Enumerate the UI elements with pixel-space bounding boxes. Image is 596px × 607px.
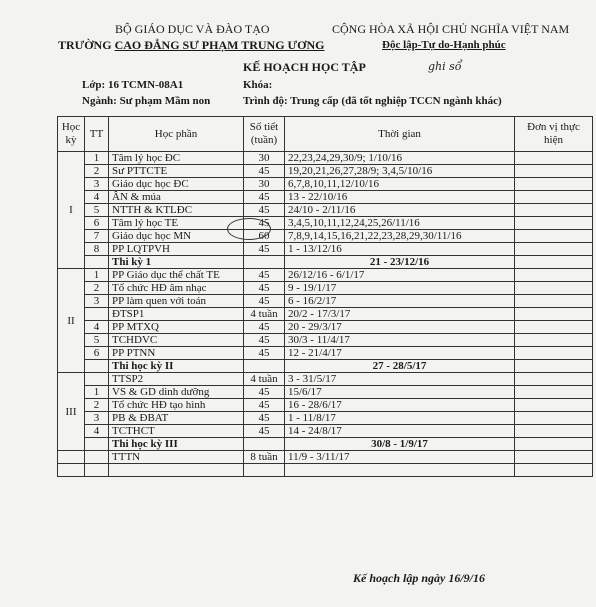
- document-title: KẾ HOẠCH HỌC TẬP: [243, 60, 366, 74]
- row-time: 3,4,5,10,11,12,24,25,26/11/16: [285, 217, 515, 230]
- row-time: 16 - 28/6/17: [285, 399, 515, 412]
- row-tt: 2: [85, 165, 109, 178]
- row-tt: 6: [85, 347, 109, 360]
- row-subject: PP PTNN: [109, 347, 244, 360]
- table-row: [58, 334, 593, 347]
- row-time: 6 - 16/2/17: [285, 295, 515, 308]
- row-unit: [515, 165, 593, 178]
- table-row: [58, 308, 593, 321]
- row-subject: PP MTXQ: [109, 321, 244, 334]
- table-row: [58, 451, 593, 464]
- table-row: [58, 321, 593, 334]
- table-row: [58, 191, 593, 204]
- row-credits: 60: [244, 230, 285, 243]
- row-unit: [515, 373, 593, 386]
- row-subject: Sư PTTCTE: [109, 165, 244, 178]
- table-row: [58, 347, 593, 360]
- row-time: 6,7,8,10,11,12/10/16: [285, 178, 515, 191]
- row-subject: ÂN & múa: [109, 191, 244, 204]
- class-info: Lớp: 16 TCMN-08A1: [82, 79, 184, 91]
- row-credits: 30: [244, 152, 285, 165]
- table-row: [58, 165, 593, 178]
- republic-name: CỘNG HÒA XÃ HỘI CHỦ NGHĨA VIỆT NAM: [332, 22, 570, 36]
- row-subject: TCTHCT: [109, 425, 244, 438]
- row-credits: 45: [244, 217, 285, 230]
- col-unit: Đơn vị thực hiện: [515, 117, 593, 152]
- row-subject: [109, 464, 244, 477]
- table-row: [58, 282, 593, 295]
- table-row: [58, 243, 593, 256]
- row-time: 1 - 11/8/17: [285, 412, 515, 425]
- row-credits: 30: [244, 178, 285, 191]
- row-semester: [58, 451, 85, 464]
- row-unit: [515, 412, 593, 425]
- row-credits: 45: [244, 321, 285, 334]
- row-credits: 45: [244, 282, 285, 295]
- row-semester: [58, 464, 85, 477]
- row-tt: [85, 360, 109, 373]
- table-row: [58, 373, 593, 386]
- row-credits: [244, 464, 285, 477]
- row-tt: 3: [85, 178, 109, 191]
- row-credits: [244, 360, 285, 373]
- row-subject: Giáo dục học MN: [109, 230, 244, 243]
- row-tt: 1: [85, 269, 109, 282]
- row-time: 30/3 - 11/4/17: [285, 334, 515, 347]
- row-subject: Tâm lý học TE: [109, 217, 244, 230]
- row-credits: [244, 438, 285, 451]
- row-credits: 45: [244, 386, 285, 399]
- row-subject: PP Giáo dục thể chất TE: [109, 269, 244, 282]
- row-time: 12 - 21/4/17: [285, 347, 515, 360]
- row-unit: [515, 321, 593, 334]
- exam-row: [58, 438, 593, 451]
- row-unit: [515, 295, 593, 308]
- row-unit: [515, 217, 593, 230]
- row-credits: [244, 256, 285, 269]
- semester-3-label: III: [58, 373, 85, 451]
- row-unit: [515, 360, 593, 373]
- row-unit: [515, 308, 593, 321]
- row-tt: 1: [85, 386, 109, 399]
- row-subject: Giáo dục học ĐC: [109, 178, 244, 191]
- row-subject: Tâm lý học ĐC: [109, 152, 244, 165]
- exam-row: [58, 360, 593, 373]
- row-subject: ĐTSP1: [109, 308, 244, 321]
- row-tt: 5: [85, 334, 109, 347]
- row-time: 1 - 13/12/16: [285, 243, 515, 256]
- col-time: Thời gian: [285, 117, 515, 152]
- row-tt: 1: [85, 152, 109, 165]
- table-row: [58, 204, 593, 217]
- row-unit: [515, 269, 593, 282]
- row-unit: [515, 256, 593, 269]
- row-unit: [515, 334, 593, 347]
- row-time: 7,8,9,14,15,16,21,22,23,28,29,30/11/16: [285, 230, 515, 243]
- course-info: Khóa:: [243, 79, 273, 91]
- row-tt: 3: [85, 295, 109, 308]
- col-tt: TT: [85, 117, 109, 152]
- exam-label: Thi học kỳ III: [109, 438, 244, 451]
- exam-time: 21 - 23/12/16: [285, 256, 515, 269]
- row-unit: [515, 438, 593, 451]
- table-row: [58, 399, 593, 412]
- row-time: 19,20,21,26,27,28/9; 3,4,5/10/16: [285, 165, 515, 178]
- ministry-name: BỘ GIÁO DỤC VÀ ĐÀO TẠO: [115, 22, 270, 36]
- table-header-row: [58, 117, 593, 152]
- row-subject: PB & ĐBAT: [109, 412, 244, 425]
- row-subject: Tổ chức HĐ âm nhạc: [109, 282, 244, 295]
- row-credits: 4 tuần: [244, 308, 285, 321]
- col-subject: Học phần: [109, 117, 244, 152]
- exam-label: Thi kỳ 1: [109, 256, 244, 269]
- row-tt: [85, 464, 109, 477]
- row-unit: [515, 178, 593, 191]
- row-credits: 45: [244, 412, 285, 425]
- row-time: 9 - 19/1/17: [285, 282, 515, 295]
- row-credits: 45: [244, 295, 285, 308]
- row-time: 24/10 - 2/11/16: [285, 204, 515, 217]
- exam-time: 30/8 - 1/9/17: [285, 438, 515, 451]
- row-unit: [515, 243, 593, 256]
- school-name: [58, 38, 324, 53]
- row-unit: [515, 451, 593, 464]
- row-unit: [515, 464, 593, 477]
- row-tt: 4: [85, 191, 109, 204]
- row-time: 20/2 - 17/3/17: [285, 308, 515, 321]
- row-unit: [515, 347, 593, 360]
- row-subject: Tổ chức HĐ tạo hình: [109, 399, 244, 412]
- table-row: [58, 412, 593, 425]
- exam-label: Thi học kỳ II: [109, 360, 244, 373]
- row-unit: [515, 282, 593, 295]
- row-tt: [85, 438, 109, 451]
- table-row: [58, 152, 593, 165]
- table-row: [58, 217, 593, 230]
- row-credits: 45: [244, 334, 285, 347]
- row-time: 15/6/17: [285, 386, 515, 399]
- row-time: 26/12/16 - 6/1/17: [285, 269, 515, 282]
- row-unit: [515, 399, 593, 412]
- row-unit: [515, 191, 593, 204]
- row-credits: 45: [244, 204, 285, 217]
- school-prefix: TRƯỜNG: [58, 38, 115, 52]
- row-time: 13 - 22/10/16: [285, 191, 515, 204]
- table-row: [58, 425, 593, 438]
- row-tt: [85, 373, 109, 386]
- row-tt: 4: [85, 425, 109, 438]
- row-tt: 2: [85, 282, 109, 295]
- table-row: [58, 269, 593, 282]
- row-subject: VS & GD dinh dưỡng: [109, 386, 244, 399]
- row-subject: PP làm quen với toán: [109, 295, 244, 308]
- table-row: [58, 295, 593, 308]
- row-credits: 8 tuần: [244, 451, 285, 464]
- row-credits: 45: [244, 243, 285, 256]
- study-plan-table: [57, 116, 593, 477]
- row-time: [285, 464, 515, 477]
- footer-date: Kế hoạch lập ngày 16/9/16: [353, 571, 486, 585]
- row-unit: [515, 152, 593, 165]
- row-tt: 4: [85, 321, 109, 334]
- row-time: 11/9 - 3/11/17: [285, 451, 515, 464]
- row-credits: 45: [244, 165, 285, 178]
- table-row: [58, 178, 593, 191]
- row-time: 20 - 29/3/17: [285, 321, 515, 334]
- row-time: 14 - 24/8/17: [285, 425, 515, 438]
- row-credits: 45: [244, 425, 285, 438]
- row-credits: 45: [244, 191, 285, 204]
- row-subject: PP LQTPVH: [109, 243, 244, 256]
- row-tt: [85, 256, 109, 269]
- row-unit: [515, 204, 593, 217]
- row-tt: 3: [85, 412, 109, 425]
- row-unit: [515, 386, 593, 399]
- col-semester: Học kỳ: [58, 117, 85, 152]
- row-tt: 2: [85, 399, 109, 412]
- handwritten-circle-mark: [227, 218, 271, 240]
- table-row: [58, 230, 593, 243]
- row-subject: TCHDVC: [109, 334, 244, 347]
- row-time: 22,23,24,29,30/9; 1/10/16: [285, 152, 515, 165]
- exam-time: 27 - 28/5/17: [285, 360, 515, 373]
- row-tt: 7: [85, 230, 109, 243]
- row-time: 3 - 31/5/17: [285, 373, 515, 386]
- school-name-text: CAO ĐẲNG SƯ PHẠM TRUNG ƯƠNG: [114, 38, 325, 52]
- row-unit: [515, 425, 593, 438]
- table-row: [58, 386, 593, 399]
- row-subject: TTSP2: [109, 373, 244, 386]
- col-credits: Số tiết (tuần): [244, 117, 285, 152]
- level-info: Trình độ: Trung cấp (đã tốt nghiệp TCCN ngành khác): [243, 95, 502, 107]
- row-unit: [515, 230, 593, 243]
- row-credits: 45: [244, 347, 285, 360]
- national-motto: Độc lập-Tự do-Hạnh phúc: [382, 39, 506, 51]
- row-tt: 6: [85, 217, 109, 230]
- row-subject: TTTN: [109, 451, 244, 464]
- row-credits: 4 tuần: [244, 373, 285, 386]
- table-row-blank: [58, 464, 593, 477]
- row-credits: 45: [244, 399, 285, 412]
- semester-2-label: II: [58, 269, 85, 373]
- row-tt: 5: [85, 204, 109, 217]
- row-subject: NTTH & KTLĐC: [109, 204, 244, 217]
- semester-1-label: I: [58, 152, 85, 269]
- row-tt: [85, 451, 109, 464]
- row-credits: 45: [244, 269, 285, 282]
- row-tt: 8: [85, 243, 109, 256]
- row-tt: [85, 308, 109, 321]
- exam-row: [58, 256, 593, 269]
- major-info: Ngành: Sư phạm Mầm non: [82, 95, 211, 107]
- handwritten-note: ghi sổ: [428, 60, 462, 73]
